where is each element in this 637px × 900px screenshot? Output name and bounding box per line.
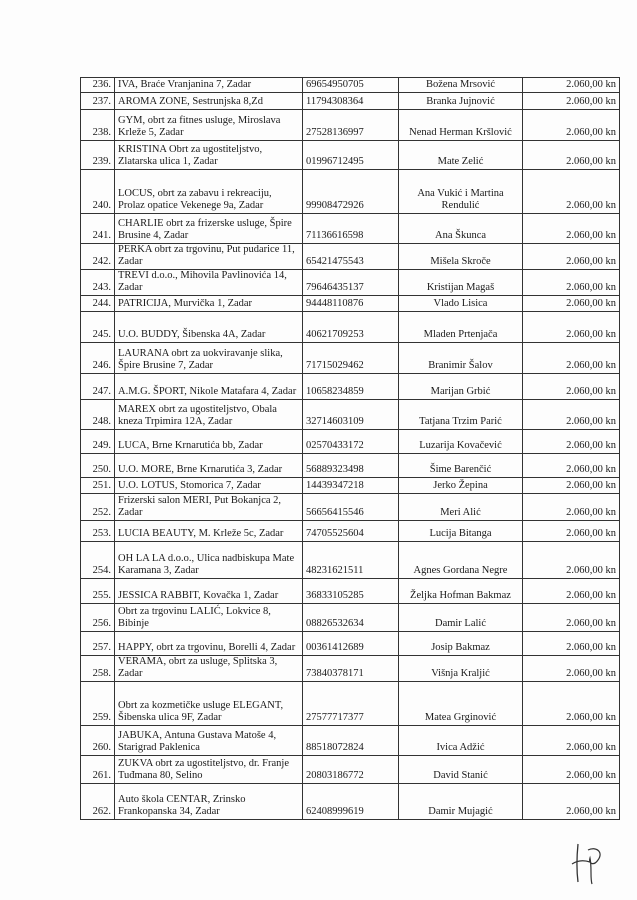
table-row: [81, 312, 620, 343]
row-number: 250.: [81, 454, 115, 478]
oib-number: 02570433172: [303, 430, 399, 454]
owner-name: Meri Alić: [399, 494, 523, 521]
row-number: 242.: [81, 244, 115, 270]
oib-number: 65421475543: [303, 244, 399, 270]
table-row: [81, 343, 620, 374]
beneficiary-table: [80, 77, 620, 820]
business-name-address: LUCIA BEAUTY, M. Krleže 5c, Zadar: [115, 521, 303, 542]
table-row: [81, 478, 620, 494]
row-number: 247.: [81, 374, 115, 400]
oib-number: 00361412689: [303, 632, 399, 656]
row-number: 244.: [81, 296, 115, 312]
row-number: 249.: [81, 430, 115, 454]
amount: 2.060,00 kn: [523, 312, 620, 343]
oib-number: 73840378171: [303, 656, 399, 682]
amount: 2.060,00 kn: [523, 579, 620, 604]
owner-name: Tatjana Trzim Parić: [399, 400, 523, 430]
row-number: 261.: [81, 756, 115, 784]
table-row: [81, 374, 620, 400]
oib-number: 56889323498: [303, 454, 399, 478]
owner-name: Jerko Žepina: [399, 478, 523, 494]
business-name-address: PERKA obrt za trgovinu, Put pudarice 11, Zadar: [115, 244, 303, 270]
table-row: [81, 682, 620, 726]
row-number: 243.: [81, 270, 115, 296]
table-row: [81, 270, 620, 296]
business-name-address: Obrt za kozmetičke usluge ELEGANT, Šibenska ulica 9F, Zadar: [115, 682, 303, 726]
oib-number: 71136616598: [303, 214, 399, 244]
business-name-address: Obrt za trgovinu LALIĆ, Lokvice 8, Bibinje: [115, 604, 303, 632]
oib-number: 01996712495: [303, 141, 399, 170]
oib-number: 74705525604: [303, 521, 399, 542]
row-number: 252.: [81, 494, 115, 521]
row-number: 236.: [81, 78, 115, 93]
row-number: 245.: [81, 312, 115, 343]
owner-name: Damir Lalić: [399, 604, 523, 632]
business-name-address: MAREX obrt za ugostiteljstvo, Obala kneza Trpimira 12A, Zadar: [115, 400, 303, 430]
table-row: [81, 494, 620, 521]
oib-number: 10658234859: [303, 374, 399, 400]
table-row: [81, 542, 620, 579]
business-name-address: LAURANA obrt za uokviravanje slika, Špire Brusine 7, Zadar: [115, 343, 303, 374]
oib-number: 62408999619: [303, 784, 399, 820]
table-row: [81, 604, 620, 632]
row-number: 241.: [81, 214, 115, 244]
row-number: 260.: [81, 726, 115, 756]
owner-name: Mate Zelić: [399, 141, 523, 170]
table-body: [81, 78, 620, 820]
oib-number: 94448110876: [303, 296, 399, 312]
business-name-address: KRISTINA Obrt za ugostiteljstvo, Zlatarska ulica 1, Zadar: [115, 141, 303, 170]
oib-number: 71715029462: [303, 343, 399, 374]
oib-number: 40621709253: [303, 312, 399, 343]
table-row: [81, 400, 620, 430]
business-name-address: HAPPY, obrt za trgovinu, Borelli 4, Zadar: [115, 632, 303, 656]
table-row: [81, 454, 620, 478]
owner-name: Mišela Skroče: [399, 244, 523, 270]
amount: 2.060,00 kn: [523, 141, 620, 170]
amount: 2.060,00 kn: [523, 374, 620, 400]
business-name-address: GYM, obrt za fitnes usluge, Miroslava Krleže 5, Zadar: [115, 110, 303, 141]
table-row: [81, 521, 620, 542]
row-number: 253.: [81, 521, 115, 542]
oib-number: 14439347218: [303, 478, 399, 494]
amount: 2.060,00 kn: [523, 478, 620, 494]
amount: 2.060,00 kn: [523, 110, 620, 141]
business-name-address: IVA, Braće Vranjanina 7, Zadar: [115, 78, 303, 93]
oib-number: 99908472926: [303, 170, 399, 214]
amount: 2.060,00 kn: [523, 170, 620, 214]
row-number: 251.: [81, 478, 115, 494]
row-number: 239.: [81, 141, 115, 170]
owner-name: Matea Grginović: [399, 682, 523, 726]
business-name-address: TREVI d.o.o., Mihovila Pavlinovića 14, Zadar: [115, 270, 303, 296]
oib-number: 56656415546: [303, 494, 399, 521]
table-row: [81, 141, 620, 170]
row-number: 259.: [81, 682, 115, 726]
owner-name: David Stanić: [399, 756, 523, 784]
business-name-address: AROMA ZONE, Sestrunjska 8,Zd: [115, 93, 303, 110]
amount: 2.060,00 kn: [523, 632, 620, 656]
table-row: [81, 93, 620, 110]
amount: 2.060,00 kn: [523, 604, 620, 632]
table-row: [81, 726, 620, 756]
owner-name: Josip Bakmaz: [399, 632, 523, 656]
owner-name: Ana Vukić i Martina Rendulić: [399, 170, 523, 214]
business-name-address: JESSICA RABBIT, Kovačka 1, Zadar: [115, 579, 303, 604]
business-name-address: PATRICIJA, Murvička 1, Zadar: [115, 296, 303, 312]
row-number: 237.: [81, 93, 115, 110]
table-row: [81, 579, 620, 604]
amount: 2.060,00 kn: [523, 494, 620, 521]
table-row: [81, 244, 620, 270]
owner-name: Mladen Prtenjača: [399, 312, 523, 343]
business-name-address: VERAMA, obrt za usluge, Splitska 3, Zadar: [115, 656, 303, 682]
oib-number: 08826532634: [303, 604, 399, 632]
table-row: [81, 632, 620, 656]
amount: 2.060,00 kn: [523, 244, 620, 270]
business-name-address: Auto škola CENTAR, Zrinsko Frankopanska 34, Zadar: [115, 784, 303, 820]
amount: 2.060,00 kn: [523, 270, 620, 296]
owner-name: Lucija Bitanga: [399, 521, 523, 542]
owner-name: Nenad Herman Kršlović: [399, 110, 523, 141]
amount: 2.060,00 kn: [523, 78, 620, 93]
business-name-address: A.M.G. ŠPORT, Nikole Matafara 4, Zadar: [115, 374, 303, 400]
table-row: [81, 296, 620, 312]
business-name-address: LOCUS, obrt za zabavu i rekreaciju, Prolaz opatice Vekenege 9a, Zadar: [115, 170, 303, 214]
row-number: 240.: [81, 170, 115, 214]
business-name-address: LUCA, Brne Krnarutića bb, Zadar: [115, 430, 303, 454]
owner-name: Šime Barenčić: [399, 454, 523, 478]
oib-number: 27577717377: [303, 682, 399, 726]
table-row: [81, 78, 620, 93]
owner-name: Ana Škunca: [399, 214, 523, 244]
oib-number: 11794308364: [303, 93, 399, 110]
business-name-address: U.O. LOTUS, Stomorica 7, Zadar: [115, 478, 303, 494]
amount: 2.060,00 kn: [523, 214, 620, 244]
owner-name: Branimir Šalov: [399, 343, 523, 374]
owner-name: Ivica Adžić: [399, 726, 523, 756]
oib-number: 27528136997: [303, 110, 399, 141]
owner-name: Marijan Grbić: [399, 374, 523, 400]
row-number: 254.: [81, 542, 115, 579]
amount: 2.060,00 kn: [523, 400, 620, 430]
table-row: [81, 656, 620, 682]
table-row: [81, 784, 620, 820]
oib-number: 48231621511: [303, 542, 399, 579]
table-row: [81, 756, 620, 784]
owner-name: Željka Hofman Bakmaz: [399, 579, 523, 604]
amount: 2.060,00 kn: [523, 784, 620, 820]
amount: 2.060,00 kn: [523, 542, 620, 579]
oib-number: 79646435137: [303, 270, 399, 296]
amount: 2.060,00 kn: [523, 296, 620, 312]
business-name-address: U.O. MORE, Brne Krnarutića 3, Zadar: [115, 454, 303, 478]
oib-number: 88518072824: [303, 726, 399, 756]
business-name-address: Frizerski salon MERI, Put Bokanjca 2, Zadar: [115, 494, 303, 521]
amount: 2.060,00 kn: [523, 756, 620, 784]
oib-number: 69654950705: [303, 78, 399, 93]
row-number: 255.: [81, 579, 115, 604]
business-name-address: CHARLIE obrt za frizerske usluge, Špire Brusine 4, Zadar: [115, 214, 303, 244]
amount: 2.060,00 kn: [523, 430, 620, 454]
table-row: [81, 110, 620, 141]
table-row: [81, 170, 620, 214]
owner-name: Agnes Gordana Negre: [399, 542, 523, 579]
handwritten-initials: [568, 838, 608, 886]
amount: 2.060,00 kn: [523, 726, 620, 756]
owner-name: Luzarija Kovačević: [399, 430, 523, 454]
row-number: 262.: [81, 784, 115, 820]
oib-number: 36833105285: [303, 579, 399, 604]
amount: 2.060,00 kn: [523, 93, 620, 110]
row-number: 246.: [81, 343, 115, 374]
table-row: [81, 214, 620, 244]
owner-name: Višnja Kraljić: [399, 656, 523, 682]
row-number: 238.: [81, 110, 115, 141]
owner-name: Branka Jujnović: [399, 93, 523, 110]
owner-name: Vlado Lisica: [399, 296, 523, 312]
business-name-address: ZUKVA obrt za ugostiteljstvo, dr. Franje Tuđmana 80, Selino: [115, 756, 303, 784]
table-row: [81, 430, 620, 454]
oib-number: 32714603109: [303, 400, 399, 430]
business-name-address: OH LA LA d.o.o., Ulica nadbiskupa Mate Karamana 3, Zadar: [115, 542, 303, 579]
row-number: 248.: [81, 400, 115, 430]
row-number: 258.: [81, 656, 115, 682]
amount: 2.060,00 kn: [523, 656, 620, 682]
business-name-address: U.O. BUDDY, Šibenska 4A, Zadar: [115, 312, 303, 343]
owner-name: Kristijan Magaš: [399, 270, 523, 296]
business-name-address: JABUKA, Antuna Gustava Matoše 4, Starigrad Paklenica: [115, 726, 303, 756]
row-number: 257.: [81, 632, 115, 656]
amount: 2.060,00 kn: [523, 343, 620, 374]
owner-name: Damir Mujagić: [399, 784, 523, 820]
amount: 2.060,00 kn: [523, 682, 620, 726]
amount: 2.060,00 kn: [523, 454, 620, 478]
row-number: 256.: [81, 604, 115, 632]
amount: 2.060,00 kn: [523, 521, 620, 542]
oib-number: 20803186772: [303, 756, 399, 784]
owner-name: Božena Mrsović: [399, 78, 523, 93]
